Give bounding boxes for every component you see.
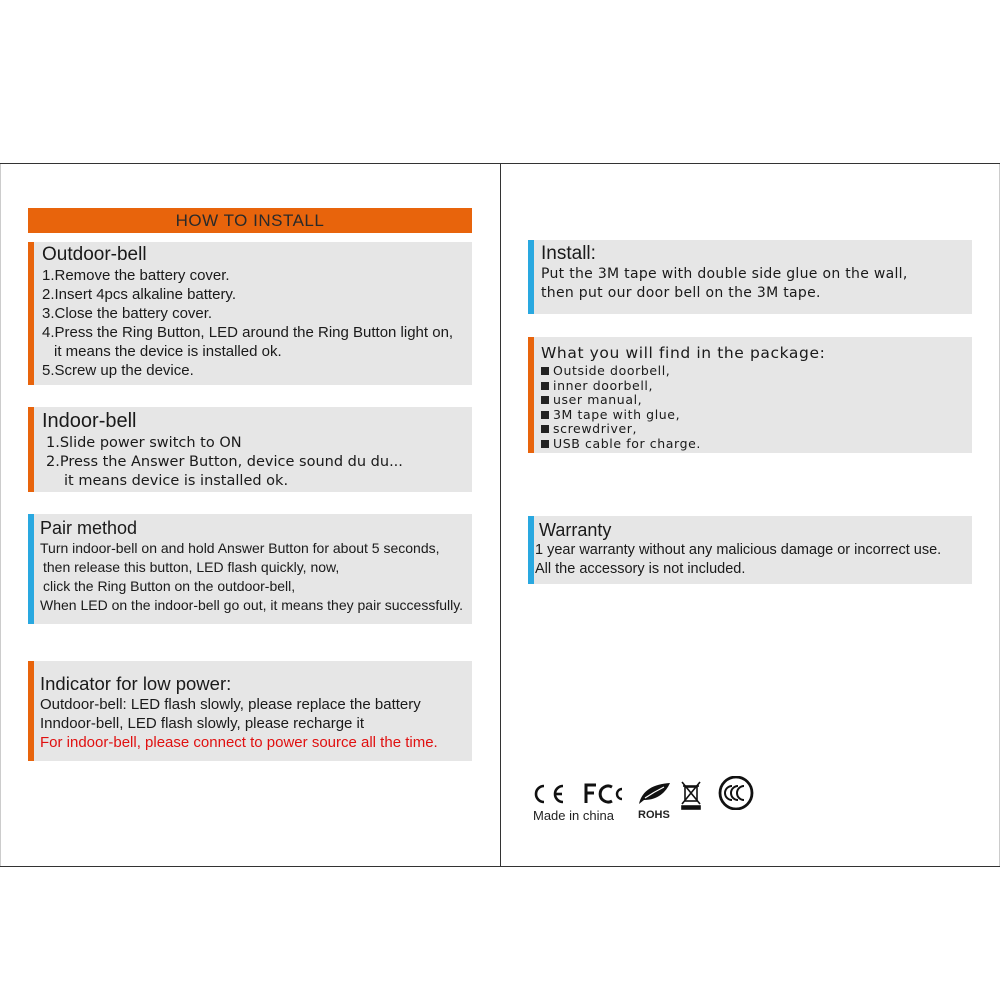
package-contents-section <box>528 337 972 453</box>
outdoor-bell-section <box>28 242 472 385</box>
outdoor-step: 4.Press the Ring Button, LED around the Ring Button light on, <box>42 324 454 341</box>
package-item: screwdriver, <box>541 422 972 437</box>
how-to-install-header: HOW TO INSTALL <box>28 208 472 233</box>
pair-method-title: Pair method <box>40 518 138 538</box>
pair-step: then release this button, LED flash quickly, now, <box>43 559 340 575</box>
outdoor-bell-title: Outdoor-bell <box>42 244 147 265</box>
install-title: Install: <box>541 243 596 264</box>
package-item: user manual, <box>541 393 972 408</box>
indoor-bell-section <box>28 407 472 492</box>
low-power-line: Inndoor-bell, LED flash slowly, please recharge it <box>40 715 365 732</box>
low-power-title: Indicator for low power: <box>40 673 232 694</box>
indoor-step: 2.Press the Answer Button, device sound du du... <box>46 454 403 470</box>
indoor-bell-title: Indoor-bell <box>42 410 137 432</box>
square-bullet-icon <box>541 382 549 390</box>
package-item: USB cable for charge. <box>541 437 972 452</box>
certification-logos <box>530 776 780 810</box>
pair-step: click the Ring Button on the outdoor-bell, <box>43 578 296 594</box>
outdoor-step: it means the device is installed ok. <box>54 343 282 360</box>
rohs-label: ROHS <box>638 809 670 821</box>
square-bullet-icon <box>541 396 549 404</box>
install-line: then put our door bell on the 3M tape. <box>541 285 821 301</box>
install-section <box>528 240 972 314</box>
left-edge <box>0 164 1 866</box>
manual-sheet <box>0 163 1000 867</box>
warranty-line: 1 year warranty without any malicious damage or incorrect use. <box>535 542 942 558</box>
square-bullet-icon <box>541 367 549 375</box>
package-title: What you will find in the package: <box>541 344 826 362</box>
pair-step: Turn indoor-bell on and hold Answer Button for about 5 seconds, <box>40 540 440 556</box>
warranty-line: All the accessory is not included. <box>535 561 746 577</box>
low-power-warning: For indoor-bell, please connect to power source all the time. <box>40 734 438 751</box>
outdoor-step: 5.Screw up the device. <box>42 362 194 379</box>
square-bullet-icon <box>541 440 549 448</box>
package-item: Outside doorbell, <box>541 364 972 379</box>
low-power-line: Outdoor-bell: LED flash slowly, please replace the battery <box>40 696 421 713</box>
pair-step: When LED on the indoor-bell go out, it means they pair successfully. <box>40 597 464 613</box>
indoor-step: it means device is installed ok. <box>64 473 289 489</box>
square-bullet-icon <box>541 411 549 419</box>
rohs-leaf-icon <box>639 783 670 804</box>
package-item: inner doorbell, <box>541 379 972 394</box>
low-power-section <box>28 661 472 761</box>
warranty-section <box>528 516 972 584</box>
ce-mark-icon <box>536 786 563 802</box>
certification-marks <box>530 776 780 826</box>
weee-bin-icon <box>682 782 700 809</box>
fcc-mark-icon <box>586 785 622 803</box>
warranty-title: Warranty <box>539 520 612 540</box>
pair-method-section <box>28 514 472 624</box>
made-in-label: Made in china <box>533 808 614 823</box>
square-bullet-icon <box>541 425 549 433</box>
outdoor-step: 1.Remove the battery cover. <box>42 267 230 284</box>
indoor-step: 1.Slide power switch to ON <box>46 435 242 451</box>
page-divider <box>500 164 501 866</box>
install-line: Put the 3M tape with double side glue on the wall, <box>541 266 908 282</box>
ccc-mark-icon <box>720 777 752 809</box>
outdoor-step: 3.Close the battery cover. <box>42 305 213 322</box>
package-item: 3M tape with glue, <box>541 408 972 423</box>
outdoor-step: 2.Insert 4pcs alkaline battery. <box>42 286 236 303</box>
